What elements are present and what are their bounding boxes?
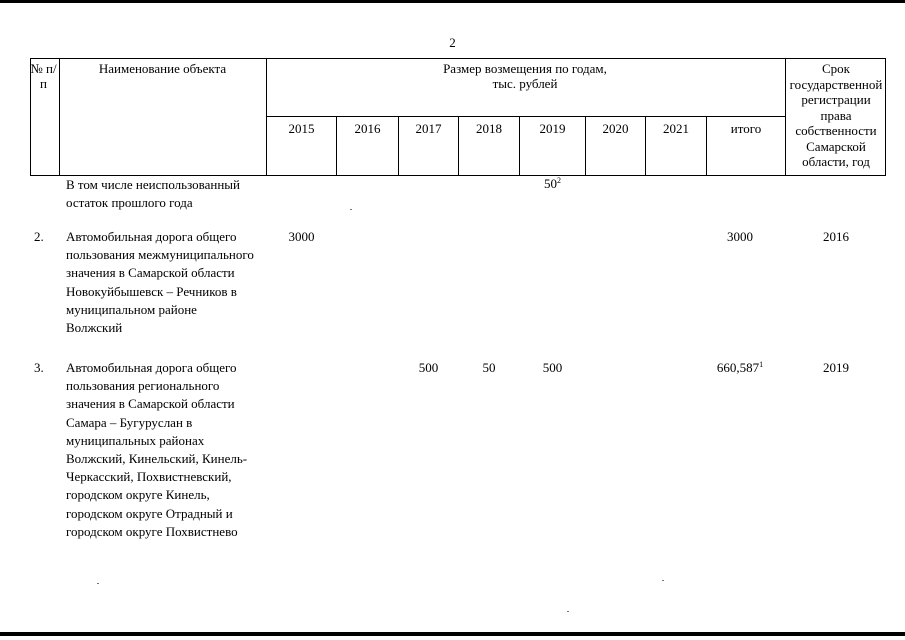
row-object-name: Автомобильная дорога общего пользования регионального значения в Самарской области Самара – Бугуруслан в муниципальных районах Волжский, Кинельский, Кинель-Черкасский, Похвистневский, городском округе Кинель, городском округе Отрадный и городском округе Похвистнево	[66, 360, 248, 539]
scan-speck	[567, 611, 569, 612]
row-number: 2.	[34, 229, 44, 244]
scan-speck	[350, 209, 352, 210]
header-year-2020: 2020	[602, 121, 629, 136]
header-total: итого	[730, 121, 762, 136]
top-rule	[0, 0, 905, 3]
header-object-name: Наименование объекта	[98, 61, 227, 76]
row-value-2018: 50	[482, 360, 496, 375]
row-value-2015: 3000	[288, 229, 315, 244]
scan-speck	[97, 583, 99, 584]
header-year-2021: 2021	[663, 121, 689, 136]
row-total: 660,587$^1$	[716, 360, 764, 375]
row-object-name: В том числе неиспользованный остаток прошлого года	[66, 177, 240, 211]
header-year-2019: 2019	[539, 121, 566, 136]
row-total: 3000	[727, 229, 753, 244]
header-registration-term: Срок государственной регистрации права собственности Самарской области, год	[789, 61, 883, 169]
header-year-2018: 2018	[476, 121, 502, 136]
row-value-2019: 500	[542, 360, 563, 375]
row-number: 3.	[34, 360, 44, 375]
header-year-2017: 2017	[415, 121, 442, 136]
row-value-2017: 500	[418, 360, 439, 375]
row-object-name: Автомобильная дорога общего пользования межмуниципального значения в Самарской области Новокуйбышевск – Речников в муниципальном районе Волжский	[66, 229, 254, 336]
header-year-2016: 2016	[354, 121, 381, 136]
row-registration-year: 2019	[823, 360, 849, 375]
scan-speck	[662, 580, 664, 581]
header-number: № п/п	[30, 61, 57, 91]
header-compensation: Размер возмещения по годам, тыс. рублей	[443, 61, 607, 91]
bottom-rule	[0, 632, 905, 636]
row-value-2019: $50^2$	[544, 176, 561, 191]
row-registration-year: 2016	[823, 229, 849, 244]
page-number: 2	[449, 35, 456, 50]
header-year-2015: 2015	[288, 121, 315, 136]
